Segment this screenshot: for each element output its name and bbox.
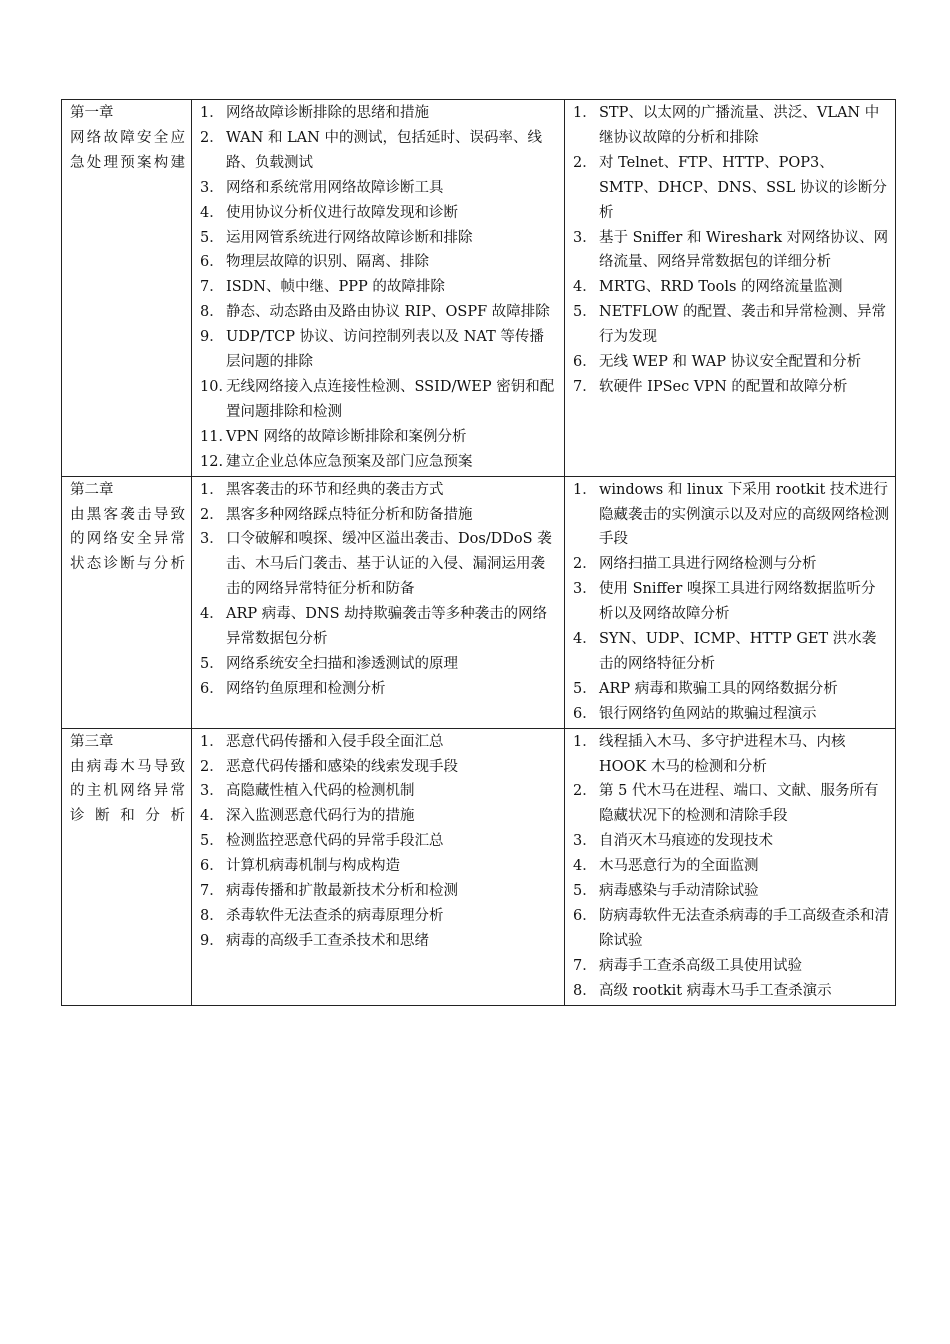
list-item [573, 151, 889, 226]
item-number: 4． [573, 279, 597, 296]
item-number: 1． [573, 105, 597, 121]
item-text: 网络钓鱼原理和检测分析 [226, 680, 386, 697]
item-number: 7． [573, 378, 597, 395]
list-item [573, 979, 889, 1004]
list-item [200, 201, 558, 226]
list-item [200, 755, 558, 780]
item-number: 5． [573, 883, 597, 900]
item-text: 基于 Sniffer 和 Wireshark 对网络协议、网络流量、网络异常数据包的详细分析 [599, 229, 889, 271]
chapter-cell [62, 728, 192, 1005]
chapter-cell [62, 100, 192, 477]
chapter-title: 第三章 [70, 733, 114, 750]
item-number: 1． [573, 733, 597, 750]
list-item [573, 552, 889, 577]
item-text: 深入监测恶意代码行为的措施 [226, 808, 415, 825]
item-number: 6． [573, 354, 597, 371]
list-item [200, 250, 558, 275]
course-outline-table [61, 99, 896, 1006]
item-number: 8． [200, 908, 224, 924]
item-text: 网络系统安全扫描和渗透测试的原理 [226, 655, 458, 672]
list-item [200, 677, 558, 702]
item-number: 7． [573, 957, 597, 974]
item-text: ISDN、帧中继、PPP 的故障排除 [226, 279, 445, 296]
list-item [573, 478, 889, 553]
item-number: 6． [573, 908, 597, 924]
item-text: 计算机病毒机制与构成构造 [226, 858, 400, 875]
theory-list [200, 101, 558, 475]
item-text: 黑客多种网络踩点特征分析和防备措施 [226, 506, 473, 523]
item-number: 4． [200, 808, 224, 825]
list-item [573, 275, 889, 300]
theory-list [200, 730, 558, 954]
chapter-row [62, 100, 896, 477]
list-item [200, 126, 558, 176]
item-number: 9． [200, 329, 224, 346]
item-text: windows 和 linux 下采用 rootkit 技术进行隐藏袭击的实例演示以及对应的高级网络检测手段 [599, 481, 889, 548]
item-text: 网络扫描工具进行网络检测与分析 [599, 556, 817, 573]
item-text: 物理层故障的识别、隔离、排除 [226, 254, 429, 271]
list-item [200, 929, 558, 954]
list-item [200, 450, 558, 475]
list-item [200, 804, 558, 829]
item-text: 网络和系统常用网络故障诊断工具 [226, 179, 444, 196]
item-number: 3． [573, 581, 597, 598]
list-item [200, 275, 558, 300]
list-item [573, 300, 889, 350]
item-text: 病毒的高级手工查杀技术和思绪 [226, 932, 429, 949]
list-item [200, 300, 558, 325]
item-text: 线程插入木马、多守护进程木马、内核 HOOK 木马的检测和分析 [599, 733, 846, 775]
list-item [573, 627, 889, 677]
item-number: 4． [200, 606, 224, 623]
chapter-cell [62, 476, 192, 728]
theory-list [200, 478, 558, 702]
item-text: 自消灭木马痕迹的发现技术 [599, 833, 773, 850]
list-item [200, 425, 558, 450]
list-item [573, 350, 889, 375]
item-text: 高级 rootkit 病毒木马手工查杀演示 [599, 982, 832, 999]
chapter-topic: 网络故障安全应急处理预案构建 [70, 129, 185, 171]
list-item [200, 503, 558, 528]
item-text: 网络故障诊断排除的思绪和措施 [226, 105, 429, 121]
item-text: 无线 WEP 和 WAP 协议安全配置和分析 [599, 354, 862, 371]
item-number: 3． [573, 229, 597, 246]
item-text: 无线网络接入点连接性检测、SSID/WEP 密钥和配置问题排除和检测 [226, 378, 555, 420]
item-number: 3． [200, 783, 224, 800]
list-item [573, 702, 889, 727]
item-text: 恶意代码传播和感染的线索发现手段 [226, 758, 458, 775]
item-number: 3． [573, 833, 597, 850]
item-text: 防病毒软件无法查杀病毒的手工高级查杀和清除试验 [599, 908, 889, 949]
item-number: 1． [200, 481, 224, 498]
list-item [200, 779, 558, 804]
item-text: 静态、动态路由及路由协议 RIP、OSPF 故障排除 [226, 304, 550, 321]
item-number: 2． [573, 783, 597, 800]
item-text: 病毒手工查杀高级工具使用试验 [599, 957, 802, 974]
item-text: ARP 病毒和欺骗工具的网络数据分析 [599, 680, 838, 697]
item-text: 建立企业总体应急预案及部门应急预案 [226, 453, 473, 470]
item-text: 恶意代码传播和入侵手段全面汇总 [226, 733, 444, 750]
item-text: SYN、UDP、ICMP、HTTP GET 洪水袭击的网络特征分析 [599, 631, 877, 672]
item-number: 2． [573, 556, 597, 573]
list-item [200, 478, 558, 503]
list-item [573, 226, 889, 276]
item-text: 木马恶意行为的全面监测 [599, 858, 759, 875]
list-item [573, 904, 889, 954]
practice-cell [565, 100, 896, 477]
item-number: 1． [200, 733, 224, 750]
item-number: 2． [200, 758, 224, 775]
item-number: 5． [200, 655, 224, 672]
item-text: 运用网管系统进行网络故障诊断和排除 [226, 229, 473, 246]
chapter-row [62, 728, 896, 1005]
item-number: 6． [200, 680, 224, 697]
list-item [573, 730, 889, 780]
theory-cell [192, 476, 565, 728]
list-item [200, 325, 558, 375]
list-item [200, 854, 558, 879]
item-text: 检测监控恶意代码的异常手段汇总 [226, 833, 444, 850]
item-text: 对 Telnet、FTP、HTTP、POP3、SMTP、DHCP、DNS、SSL 协议的诊断分析 [599, 154, 887, 221]
list-item [200, 730, 558, 755]
list-item [573, 954, 889, 979]
item-number: 10． [200, 378, 233, 395]
item-number: 5． [200, 229, 224, 246]
item-text: STP、以太网的广播流量、洪泛、VLAN 中继协议故障的分析和排除 [599, 105, 880, 146]
theory-cell [192, 100, 565, 477]
item-number: 5． [200, 833, 224, 850]
list-item [573, 375, 889, 400]
item-text: 银行网络钓鱼网站的欺骗过程演示 [599, 705, 817, 722]
list-item [573, 779, 889, 829]
outline-body [62, 100, 896, 1006]
practice-list [573, 101, 889, 400]
item-text: NETFLOW 的配置、袭击和异常检测、异常行为发现 [599, 304, 887, 346]
item-number: 8． [200, 304, 224, 321]
item-number: 2． [200, 506, 224, 523]
item-text: UDP/TCP 协议、访问控制列表以及 NAT 等传播层问题的排除 [226, 329, 544, 371]
item-number: 3． [200, 179, 224, 196]
chapter-title: 第二章 [70, 481, 114, 498]
list-item [573, 677, 889, 702]
chapter-topic: 由病毒木马导致的主机网络异常诊断和分析 [70, 758, 185, 825]
list-item [573, 577, 889, 627]
item-text: WAN 和 LAN 中的测试，包括延时、误码率、线路、负载测试 [226, 129, 542, 171]
item-number: 5． [573, 680, 597, 697]
practice-list [573, 478, 889, 727]
practice-cell [565, 476, 896, 728]
list-item [200, 527, 558, 602]
theory-cell [192, 728, 565, 1005]
list-item [573, 854, 889, 879]
item-number: 12. [200, 453, 224, 470]
item-number: 4． [573, 858, 597, 875]
item-number: 6． [573, 705, 597, 722]
list-item [200, 829, 558, 854]
item-number: 4． [573, 631, 597, 648]
list-item [200, 101, 558, 126]
item-number: 6． [200, 858, 224, 875]
item-number: 8． [573, 982, 597, 999]
item-number: 1． [573, 481, 597, 498]
practice-list [573, 730, 889, 1004]
item-number: 7． [200, 883, 224, 900]
item-text: VPN 网络的故障诊断排除和案例分析 [226, 428, 467, 445]
item-text: 第 5 代木马在进程、端口、文献、服务所有隐藏状况下的检测和清除手段 [599, 783, 879, 825]
item-number: 6． [200, 254, 224, 271]
item-text: 病毒感染与手动清除试验 [599, 883, 759, 900]
item-number: 4． [200, 204, 224, 221]
item-number: 5． [573, 304, 597, 321]
item-text: 杀毒软件无法查杀的病毒原理分析 [226, 908, 444, 924]
chapter-row [62, 476, 896, 728]
item-number: 2． [573, 154, 597, 171]
list-item [200, 226, 558, 251]
item-text: 使用 Sniffer 嗅探工具进行网络数据监听分析以及网络故障分析 [599, 581, 876, 623]
list-item [200, 375, 558, 425]
practice-cell [565, 728, 896, 1005]
list-item [573, 829, 889, 854]
item-text: ARP 病毒、DNS 劫持欺骗袭击等多种袭击的网络异常数据包分析 [226, 606, 548, 648]
item-text: 使用协议分析仪进行故障发现和诊断 [226, 204, 458, 221]
item-text: 口令破解和嗅探、缓冲区溢出袭击、Dos/DDoS 袭击、木马后门袭击、基于认证的入侵、漏洞运用袭击的网络异常特征分析和防备 [226, 531, 552, 598]
item-number: 1． [200, 105, 224, 121]
list-item [573, 101, 889, 151]
item-number: 2． [200, 129, 224, 146]
list-item [200, 879, 558, 904]
list-item [200, 652, 558, 677]
item-number: 11． [200, 428, 233, 445]
item-text: MRTG、RRD Tools 的网络流量监测 [599, 279, 843, 296]
item-number: 9． [200, 932, 224, 949]
list-item [200, 602, 558, 652]
list-item [200, 176, 558, 201]
chapter-title: 第一章 [70, 105, 114, 121]
list-item [200, 904, 558, 929]
item-number: 3． [200, 531, 224, 548]
item-number: 7． [200, 279, 224, 296]
item-text: 黑客袭击的环节和经典的袭击方式 [226, 481, 444, 498]
item-text: 高隐藏性植入代码的检测机制 [226, 783, 415, 800]
chapter-topic: 由黑客袭击导致的网络安全异常状态诊断与分析 [70, 506, 185, 573]
list-item [573, 879, 889, 904]
item-text: 病毒传播和扩散最新技术分析和检测 [226, 883, 458, 900]
item-text: 软硬件 IPSec VPN 的配置和故障分析 [599, 378, 848, 395]
